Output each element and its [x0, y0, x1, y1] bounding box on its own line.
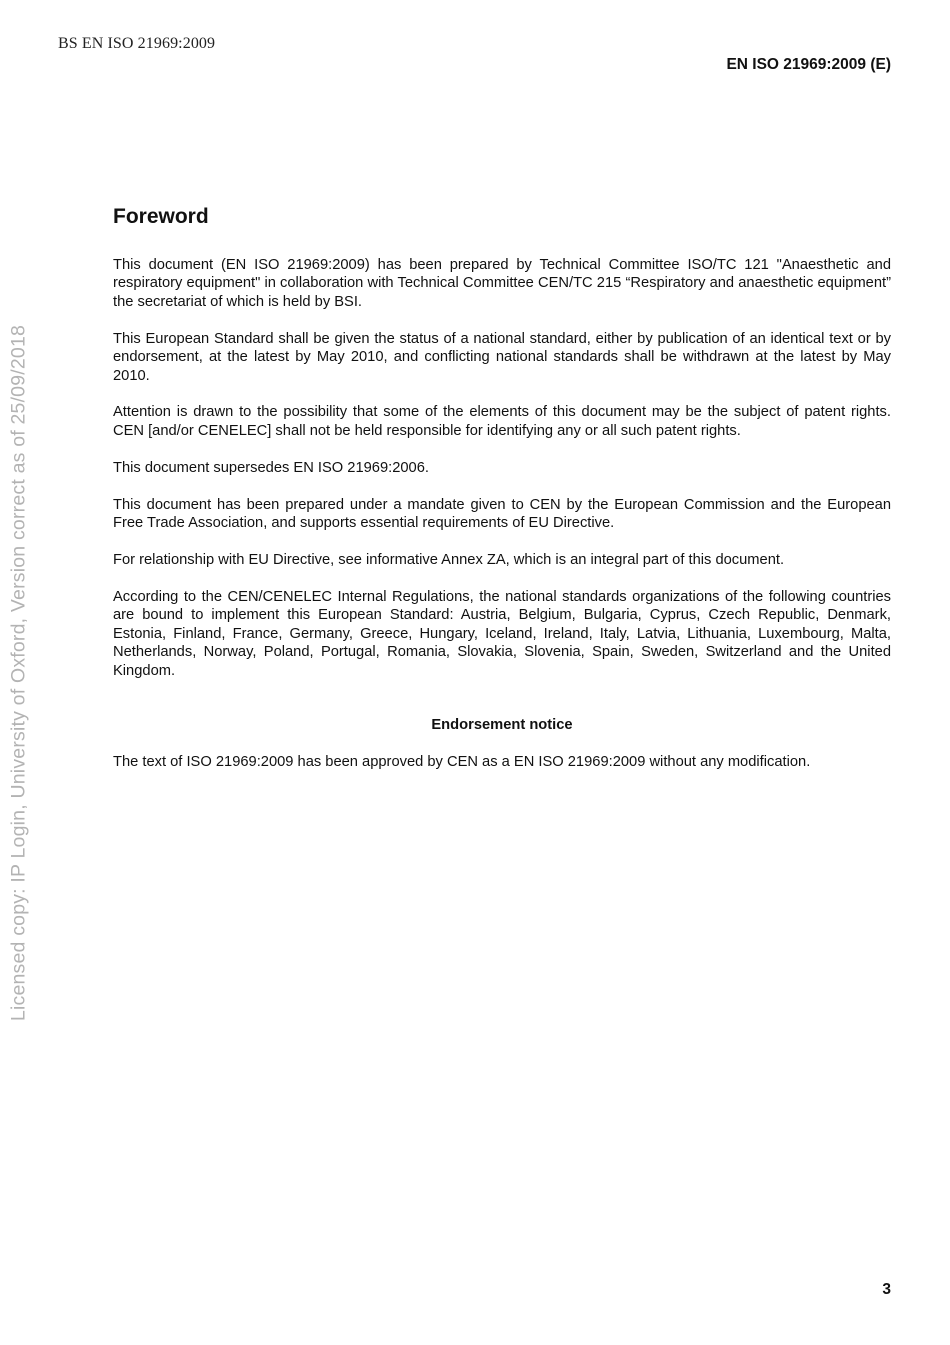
- foreword-paragraph-3: Attention is drawn to the possibility that some of the elements of this document may be the subject of patent rights. CEN [and/or CENELEC] shall not be held responsible for identifying any or all such patent rights.: [113, 404, 891, 439]
- en-document-reference: EN ISO 21969:2009 (E): [726, 56, 891, 73]
- license-watermark: Licensed copy: IP Login, University of Oxford, Version correct as of 25/09/2018: [7, 324, 30, 1022]
- foreword-paragraph-2: This European Standard shall be given the status of a national standard, either by publication of an identical text or by endorsement, at the latest by May 2010, and conflicting national standards shall be withdrawn at the latest by May 2010.: [113, 330, 891, 384]
- foreword-paragraph-7: According to the CEN/CENELEC Internal Regulations, the national standards organizations of the following countries are bound to implement this European Standard: Austria, Belgium, Bulgaria, Cyprus, Czech Republic, Denmark, Estonia, Finland, France, Germany, Greece, Hungary, Iceland, Ireland, Italy, Latvia, Lithuania, Luxembourg, Malta, Netherlands, Norway, Poland, Portugal, Romania, Slovakia, Slovenia, Spain, Sweden, Switzerland and the United Kingdom.: [113, 588, 891, 679]
- bs-document-reference: BS EN ISO 21969:2009: [58, 35, 216, 52]
- endorsement-notice-text: The text of ISO 21969:2009 has been approved by CEN as a EN ISO 21969:2009 without any modification.: [113, 754, 811, 771]
- foreword-paragraph-6: For relationship with EU Directive, see informative Annex ZA, which is an integral part of this document.: [113, 551, 785, 568]
- foreword-paragraph-4: This document supersedes EN ISO 21969:2006.: [113, 459, 429, 476]
- page-number: 3: [882, 1281, 891, 1298]
- foreword-paragraph-1: This document (EN ISO 21969:2009) has been prepared by Technical Committee ISO/TC 121 "Anaesthetic and respiratory equipment" in collaboration with Technical Committee CEN/TC 215 “Respiratory and anaesthetic equipment” the secretariat of which is held by BSI.: [113, 257, 891, 310]
- foreword-body: [113, 256, 891, 790]
- page-title: Foreword: [113, 205, 209, 228]
- foreword-paragraph-5: This document has been prepared under a mandate given to CEN by the European Commission and the European Free Trade Association, and supports essential requirements of EU Directive.: [113, 496, 891, 532]
- endorsement-notice-heading: Endorsement notice: [431, 716, 573, 733]
